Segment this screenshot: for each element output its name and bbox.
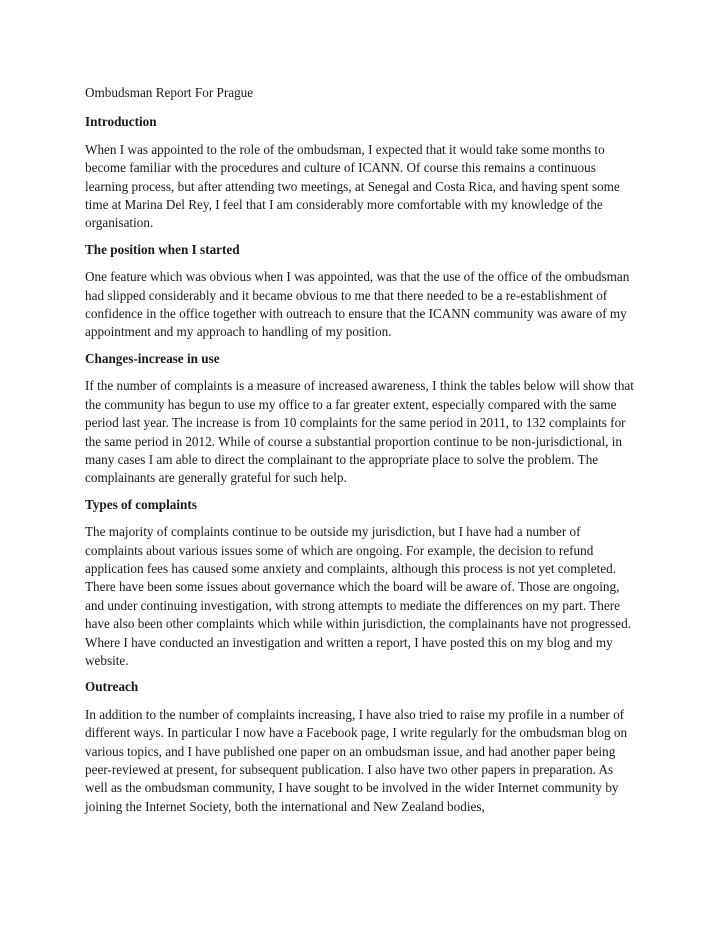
section-heading-types-of-complaints: Types of complaints (85, 496, 197, 512)
section-paragraph-types-of-complaints: The majority of complaints continue to be outside my jurisdiction, but I have had a number of complaints about various issues some of which are ongoing. For example, the decision to refund application fees has caused some anxiety and complaints, although this process is not yet completed. There have been some issues about governance which the board will be aware of. Those are ongoing, and under continuing investigation, with strong attempts to mediate the differences on my part. There have also been other complaints which while within jurisdiction, the complainants have not progressed. Where I have conducted an investigation and written a report, I have posted this on my blog and my website. (85, 524, 632, 668)
section-paragraph-position: One feature which was obvious when I was appointed, was that the use of the office of the ombudsman had slipped considerably and it became obvious to me that there needed to be a re-establishment of confidence in the office together with outreach to ensure that the ICANN community was aware of my appointment and my approach to handling of my position. (85, 269, 630, 340)
section-heading-introduction: Introduction (85, 114, 157, 130)
document-page (85, 84, 637, 824)
section-heading-increase-in-use: Changes-increase in use (85, 350, 220, 366)
section-paragraph-outreach: In addition to the number of complaints increasing, I have also tried to raise my profile in a number of different ways. In particular I now have a Facebook page, I write regularly for the ombudsman blog on various topics, and I have published one paper on an ombudsman issue, and had another paper being peer-reviewed at present, for subsequent publication. I also have two other papers in preparation. As well as the ombudsman community, I have sought to be involved in the wider Internet community by joining the Internet Society, both the international and New Zealand bodies, (85, 706, 628, 814)
section-heading-position: The position when I started (85, 241, 240, 257)
section-paragraph-increase-in-use: If the number of complaints is a measure of increased awareness, I think the tables below will show that the community has begun to use my office to a far greater extent, especially compared with the same period last year. The increase is from 10 complaints for the same period in 2011, to 132 complaints for the same period in 2012. While of course a substantial proportion continue to be non-jurisdictional, in many cases I am able to direct the complainant to the appropriate place to solve the problem. The complainants are generally grateful for such help. (85, 378, 634, 486)
section-heading-outreach: Outreach (85, 679, 139, 695)
document-title: Ombudsman Report For Prague (85, 85, 254, 100)
section-paragraph-introduction: When I was appointed to the role of the ombudsman, I expected that it would take some months to become familiar with the procedures and culture of ICANN. Of course this remains a continuous learning process, but after attending two meetings, at Senegal and Costa Rica, and having spent some time at Marina Del Rey, I feel that I am considerably more comfortable with my knowledge of the organisation. (85, 141, 620, 231)
